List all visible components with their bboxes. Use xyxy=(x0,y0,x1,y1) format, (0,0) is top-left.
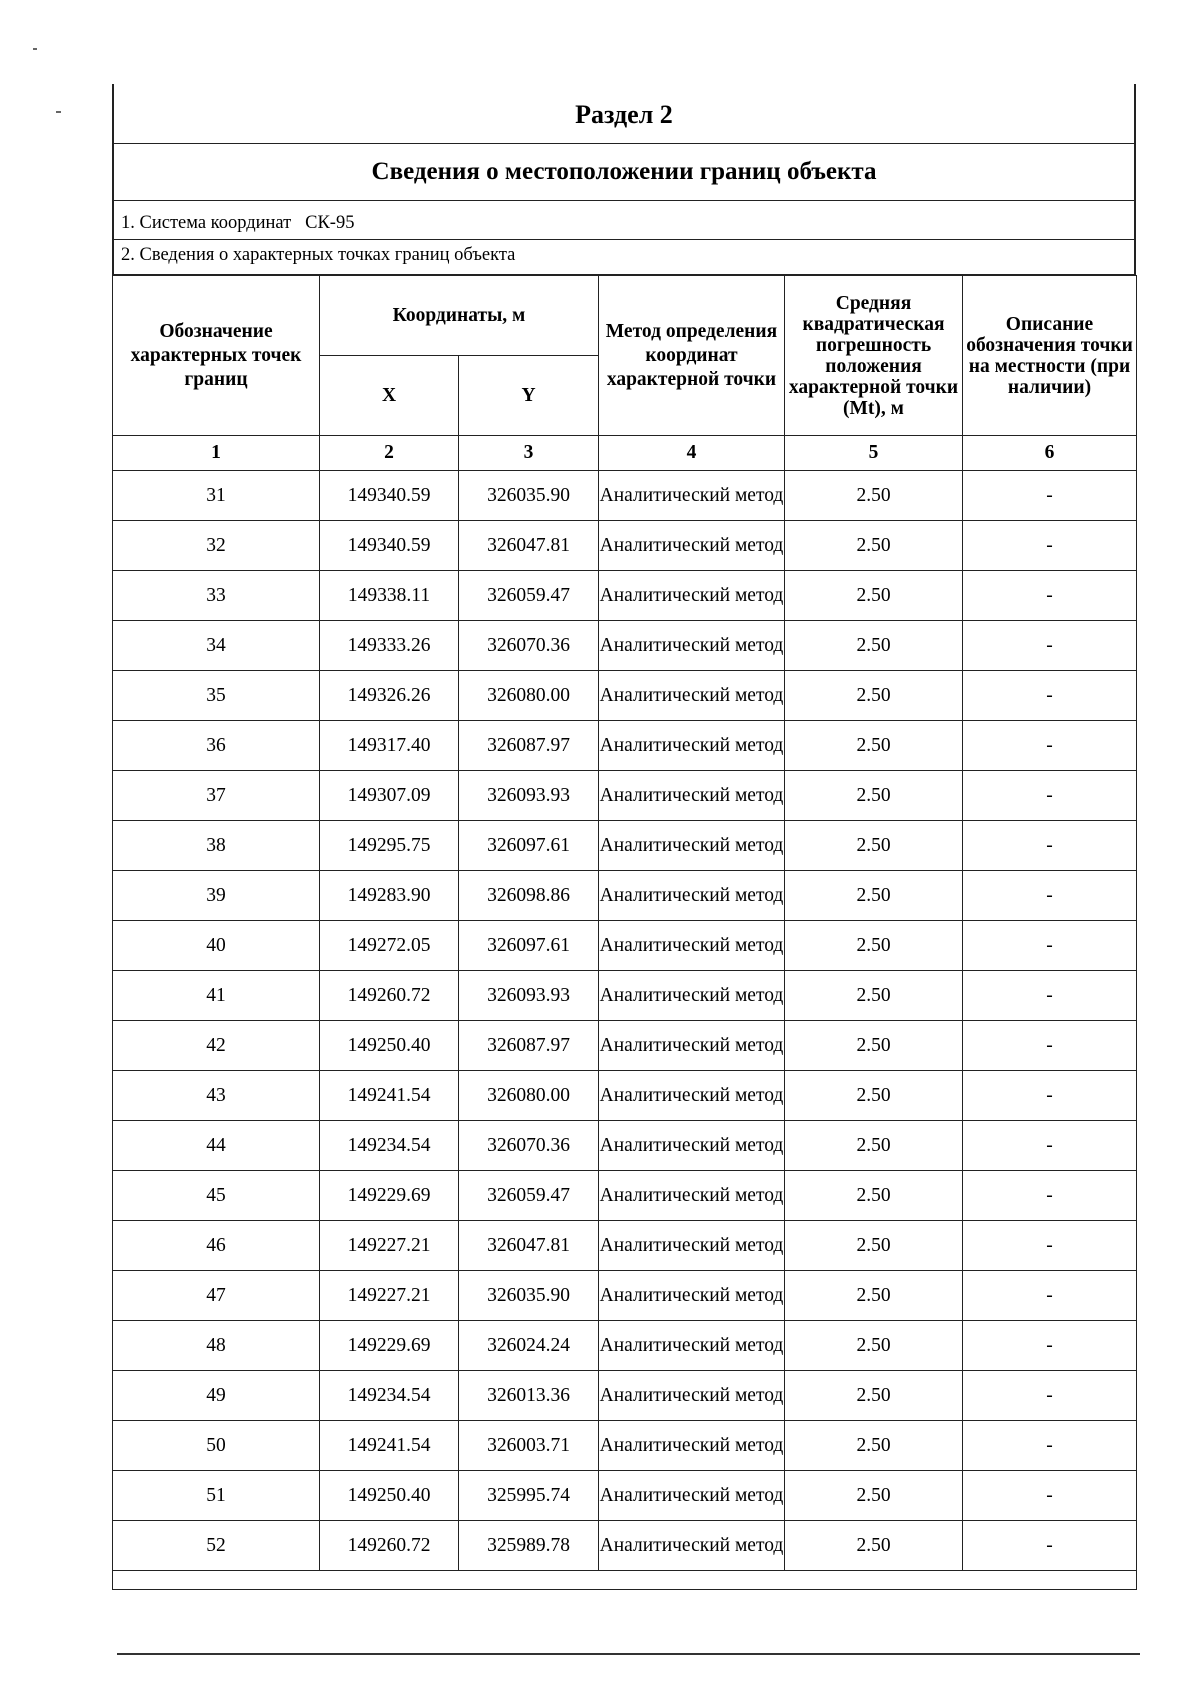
y-coordinate-cell: 326035.90 xyxy=(459,1271,599,1321)
table-row xyxy=(113,1471,1137,1521)
table-row xyxy=(113,1171,1137,1221)
x-coordinate-cell: 149326.26 xyxy=(320,671,459,721)
method-cell: Аналитический метод xyxy=(599,921,785,971)
x-coordinate-cell: 149250.40 xyxy=(320,1021,459,1071)
description-cell: - xyxy=(963,1171,1137,1221)
description-cell: - xyxy=(963,1021,1137,1071)
point-number-cell: 45 xyxy=(113,1171,320,1221)
x-coordinate-cell: 149241.54 xyxy=(320,1421,459,1471)
description-cell: - xyxy=(963,1321,1137,1371)
table-row xyxy=(113,871,1137,921)
y-coordinate-cell: 326087.97 xyxy=(459,1021,599,1071)
description-cell: - xyxy=(963,871,1137,921)
point-number-cell: 34 xyxy=(113,621,320,671)
error-cell: 2.50 xyxy=(785,1121,963,1171)
scan-speck xyxy=(33,48,37,50)
description-cell: - xyxy=(963,721,1137,771)
y-coordinate-cell: 326047.81 xyxy=(459,1221,599,1271)
section-subtitle: Сведения о местоположении границ объекта xyxy=(112,144,1136,201)
table-row xyxy=(113,771,1137,821)
header-x: X xyxy=(320,356,459,436)
header-point-designation: Обозначение характерных точек границ xyxy=(113,276,320,436)
point-number-cell: 42 xyxy=(113,1021,320,1071)
method-cell: Аналитический метод xyxy=(599,1471,785,1521)
point-number-cell: 31 xyxy=(113,471,320,521)
document-frame xyxy=(112,84,1136,1590)
description-cell: - xyxy=(963,1071,1137,1121)
table-row xyxy=(113,1071,1137,1121)
error-cell: 2.50 xyxy=(785,471,963,521)
y-coordinate-cell: 326003.71 xyxy=(459,1421,599,1471)
column-number: 4 xyxy=(599,436,785,471)
point-number-cell: 46 xyxy=(113,1221,320,1271)
column-number: 2 xyxy=(320,436,459,471)
header-description: Описание обозначения точки на местности (при наличии) xyxy=(963,276,1137,436)
x-coordinate-cell: 149307.09 xyxy=(320,771,459,821)
x-coordinate-cell: 149317.40 xyxy=(320,721,459,771)
x-coordinate-cell: 149227.21 xyxy=(320,1221,459,1271)
point-number-cell: 36 xyxy=(113,721,320,771)
description-cell: - xyxy=(963,921,1137,971)
method-cell: Аналитический метод xyxy=(599,1071,785,1121)
y-coordinate-cell: 325995.74 xyxy=(459,1471,599,1521)
point-number-cell: 48 xyxy=(113,1321,320,1371)
y-coordinate-cell: 326097.61 xyxy=(459,821,599,871)
table-row xyxy=(113,1421,1137,1471)
method-cell: Аналитический метод xyxy=(599,1321,785,1371)
method-cell: Аналитический метод xyxy=(599,971,785,1021)
error-cell: 2.50 xyxy=(785,521,963,571)
method-cell: Аналитический метод xyxy=(599,1121,785,1171)
x-coordinate-cell: 149272.05 xyxy=(320,921,459,971)
error-cell: 2.50 xyxy=(785,921,963,971)
scan-speck xyxy=(56,111,61,113)
method-cell: Аналитический метод xyxy=(599,571,785,621)
point-number-cell: 49 xyxy=(113,1371,320,1421)
table-row xyxy=(113,471,1137,521)
y-coordinate-cell: 326047.81 xyxy=(459,521,599,571)
method-cell: Аналитический метод xyxy=(599,1171,785,1221)
method-cell: Аналитический метод xyxy=(599,621,785,671)
point-number-cell: 38 xyxy=(113,821,320,871)
y-coordinate-cell: 326035.90 xyxy=(459,471,599,521)
boundary-points-table xyxy=(112,275,1137,1590)
y-coordinate-cell: 326059.47 xyxy=(459,571,599,621)
x-coordinate-cell: 149340.59 xyxy=(320,471,459,521)
point-number-cell: 33 xyxy=(113,571,320,621)
x-coordinate-cell: 149234.54 xyxy=(320,1121,459,1171)
y-coordinate-cell: 326087.97 xyxy=(459,721,599,771)
description-cell: - xyxy=(963,1521,1137,1571)
x-coordinate-cell: 149241.54 xyxy=(320,1071,459,1121)
table-row xyxy=(113,971,1137,1021)
y-coordinate-cell: 326093.93 xyxy=(459,971,599,1021)
table-row xyxy=(113,1021,1137,1071)
table-row xyxy=(113,521,1137,571)
error-cell: 2.50 xyxy=(785,1521,963,1571)
y-coordinate-cell: 326070.36 xyxy=(459,621,599,671)
description-cell: - xyxy=(963,521,1137,571)
error-cell: 2.50 xyxy=(785,1371,963,1421)
y-coordinate-cell: 326080.00 xyxy=(459,671,599,721)
table-row xyxy=(113,721,1137,771)
column-number: 3 xyxy=(459,436,599,471)
error-cell: 2.50 xyxy=(785,1071,963,1121)
method-cell: Аналитический метод xyxy=(599,471,785,521)
table-header-row xyxy=(113,276,1137,356)
error-cell: 2.50 xyxy=(785,971,963,1021)
x-coordinate-cell: 149340.59 xyxy=(320,521,459,571)
error-cell: 2.50 xyxy=(785,1421,963,1471)
x-coordinate-cell: 149333.26 xyxy=(320,621,459,671)
point-number-cell: 40 xyxy=(113,921,320,971)
description-cell: - xyxy=(963,671,1137,721)
method-cell: Аналитический метод xyxy=(599,1271,785,1321)
description-cell: - xyxy=(963,1121,1137,1171)
error-cell: 2.50 xyxy=(785,1271,963,1321)
method-cell: Аналитический метод xyxy=(599,1521,785,1571)
method-cell: Аналитический метод xyxy=(599,1371,785,1421)
empty-cell xyxy=(113,1571,1137,1590)
description-cell: - xyxy=(963,821,1137,871)
column-number-row xyxy=(113,436,1137,471)
y-coordinate-cell: 326059.47 xyxy=(459,1171,599,1221)
error-cell: 2.50 xyxy=(785,1471,963,1521)
point-number-cell: 39 xyxy=(113,871,320,921)
header-error: Средняя квадратическая погрешность положения характерной точки (Mt), м xyxy=(785,276,963,436)
description-cell: - xyxy=(963,1271,1137,1321)
table-row xyxy=(113,1371,1137,1421)
section-title: Раздел 2 xyxy=(112,84,1136,144)
error-cell: 2.50 xyxy=(785,721,963,771)
error-cell: 2.50 xyxy=(785,1171,963,1221)
y-coordinate-cell: 326093.93 xyxy=(459,771,599,821)
column-number: 1 xyxy=(113,436,320,471)
point-number-cell: 47 xyxy=(113,1271,320,1321)
error-cell: 2.50 xyxy=(785,1021,963,1071)
error-cell: 2.50 xyxy=(785,771,963,821)
method-cell: Аналитический метод xyxy=(599,871,785,921)
error-cell: 2.50 xyxy=(785,1321,963,1371)
method-cell: Аналитический метод xyxy=(599,721,785,771)
column-number: 5 xyxy=(785,436,963,471)
table-row xyxy=(113,1221,1137,1271)
x-coordinate-cell: 149260.72 xyxy=(320,971,459,1021)
description-cell: - xyxy=(963,621,1137,671)
x-coordinate-cell: 149295.75 xyxy=(320,821,459,871)
point-number-cell: 41 xyxy=(113,971,320,1021)
error-cell: 2.50 xyxy=(785,821,963,871)
x-coordinate-cell: 149250.40 xyxy=(320,1471,459,1521)
point-number-cell: 50 xyxy=(113,1421,320,1471)
description-cell: - xyxy=(963,1371,1137,1421)
description-cell: - xyxy=(963,1471,1137,1521)
y-coordinate-cell: 326070.36 xyxy=(459,1121,599,1171)
error-cell: 2.50 xyxy=(785,1221,963,1271)
table-row xyxy=(113,921,1137,971)
x-coordinate-cell: 149229.69 xyxy=(320,1171,459,1221)
header-y: Y xyxy=(459,356,599,436)
description-cell: - xyxy=(963,971,1137,1021)
point-number-cell: 32 xyxy=(113,521,320,571)
method-cell: Аналитический метод xyxy=(599,671,785,721)
header-method: Метод определения координат характерной точки xyxy=(599,276,785,436)
error-cell: 2.50 xyxy=(785,871,963,921)
table-empty-row xyxy=(113,1571,1137,1590)
point-number-cell: 35 xyxy=(113,671,320,721)
description-cell: - xyxy=(963,471,1137,521)
point-number-cell: 37 xyxy=(113,771,320,821)
y-coordinate-cell: 326080.00 xyxy=(459,1071,599,1121)
method-cell: Аналитический метод xyxy=(599,521,785,571)
y-coordinate-cell: 326024.24 xyxy=(459,1321,599,1371)
y-coordinate-cell: 325989.78 xyxy=(459,1521,599,1571)
description-cell: - xyxy=(963,571,1137,621)
table-row xyxy=(113,671,1137,721)
x-coordinate-cell: 149229.69 xyxy=(320,1321,459,1371)
header-coordinates: Координаты, м xyxy=(320,276,599,356)
table-row xyxy=(113,621,1137,671)
y-coordinate-cell: 326097.61 xyxy=(459,921,599,971)
coordinate-system-line: 1. Система координат СК-95 xyxy=(112,201,1136,240)
y-coordinate-cell: 326098.86 xyxy=(459,871,599,921)
x-coordinate-cell: 149227.21 xyxy=(320,1271,459,1321)
table-row xyxy=(113,821,1137,871)
method-cell: Аналитический метод xyxy=(599,1021,785,1071)
table-row xyxy=(113,1271,1137,1321)
x-coordinate-cell: 149338.11 xyxy=(320,571,459,621)
method-cell: Аналитический метод xyxy=(599,771,785,821)
description-cell: - xyxy=(963,771,1137,821)
table-row xyxy=(113,1521,1137,1571)
point-number-cell: 43 xyxy=(113,1071,320,1121)
method-cell: Аналитический метод xyxy=(599,1221,785,1271)
point-number-cell: 52 xyxy=(113,1521,320,1571)
points-heading: 2. Сведения о характерных точках границ объекта xyxy=(112,240,1136,275)
x-coordinate-cell: 149234.54 xyxy=(320,1371,459,1421)
method-cell: Аналитический метод xyxy=(599,821,785,871)
point-number-cell: 51 xyxy=(113,1471,320,1521)
error-cell: 2.50 xyxy=(785,671,963,721)
point-number-cell: 44 xyxy=(113,1121,320,1171)
table-row xyxy=(113,1121,1137,1171)
table-row xyxy=(113,571,1137,621)
method-cell: Аналитический метод xyxy=(599,1421,785,1471)
error-cell: 2.50 xyxy=(785,621,963,671)
bottom-rule xyxy=(117,1653,1140,1655)
column-number: 6 xyxy=(963,436,1137,471)
description-cell: - xyxy=(963,1221,1137,1271)
description-cell: - xyxy=(963,1421,1137,1471)
table-row xyxy=(113,1321,1137,1371)
x-coordinate-cell: 149283.90 xyxy=(320,871,459,921)
x-coordinate-cell: 149260.72 xyxy=(320,1521,459,1571)
y-coordinate-cell: 326013.36 xyxy=(459,1371,599,1421)
error-cell: 2.50 xyxy=(785,571,963,621)
